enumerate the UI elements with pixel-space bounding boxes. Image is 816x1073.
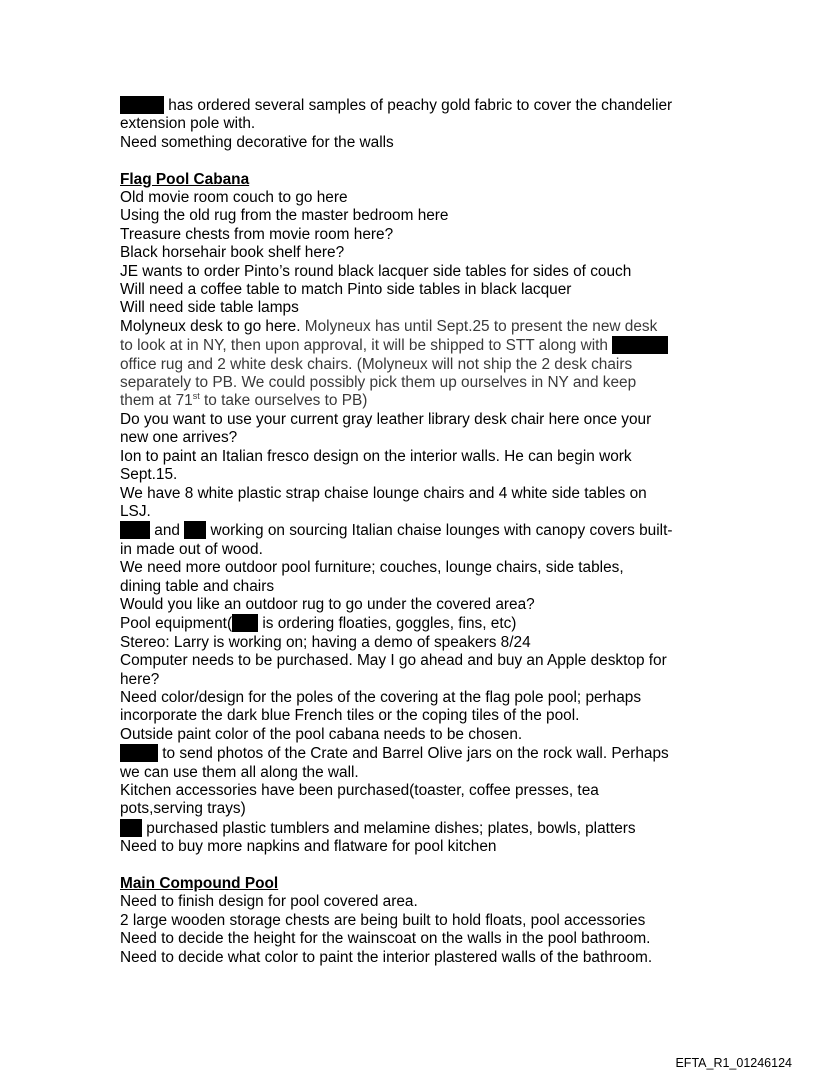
intro-line: has ordered several samples of peachy gold fabric to cover the chandelier	[120, 96, 740, 115]
text-line: Will need a coffee table to match Pinto side tables in black lacquer	[120, 281, 572, 299]
text-line: pots,serving trays)	[120, 800, 246, 818]
text-line: Do you want to use your current gray leather library desk chair here once your	[120, 410, 652, 428]
text-line: to send photos of the Crate and Barrel Olive jars on the rock wall. Perhaps	[120, 744, 740, 763]
text-line: to look at in NY, then upon approval, it will be shipped to STT along with	[120, 336, 740, 355]
redaction-block	[120, 96, 164, 114]
intro-line: Need something decorative for the walls	[120, 133, 394, 151]
text-line: new one arrives?	[120, 429, 238, 447]
text-line: Need to decide what color to paint the interior plastered walls of the bathroom.	[120, 948, 653, 966]
text-line: 2 large wooden storage chests are being built to hold floats, pool accessories	[120, 911, 646, 929]
intro-line: extension pole with.	[120, 115, 256, 133]
text-line: Black horsehair book shelf here?	[120, 244, 345, 262]
text-line: separately to PB. We could possibly pick them up ourselves in NY and keep	[120, 374, 637, 392]
text-line: Computer needs to be purchased. May I go ahead and buy an Apple desktop for	[120, 652, 667, 670]
section-heading-flag-pool: Flag Pool Cabana	[120, 170, 250, 188]
text-line: office rug and 2 white desk chairs. (Molyneux will not ship the 2 desk chairs	[120, 355, 633, 373]
text-line: we can use them all along the wall.	[120, 763, 359, 781]
text-line: Sept.15.	[120, 466, 178, 484]
text-line: Stereo: Larry is working on; having a demo of speakers 8/24	[120, 633, 531, 651]
text-line: Using the old rug from the master bedroom here	[120, 207, 449, 225]
text-line: Molyneux desk to go here. Molyneux has until Sept.25 to present the new desk	[120, 317, 658, 335]
text-line: in made out of wood.	[120, 540, 263, 558]
document-id-footer: EFTA_R1_01246124	[675, 1056, 792, 1070]
text-line: Need to decide the height for the wainscoat on the walls in the pool bathroom.	[120, 930, 651, 948]
text-line: Old movie room couch to go here	[120, 189, 348, 207]
text-line: incorporate the dark blue French tiles or the coping tiles of the pool.	[120, 707, 580, 725]
text-line: Need to finish design for pool covered area.	[120, 893, 418, 911]
text-line: LSJ.	[120, 502, 151, 520]
text-line: Ion to paint an Italian fresco design on the interior walls. He can begin work	[120, 447, 632, 465]
text-line: Need color/design for the poles of the covering at the flag pole pool; perhaps	[120, 688, 642, 706]
text-line: Treasure chests from movie room here?	[120, 225, 394, 243]
text-line: purchased plastic tumblers and melamine dishes; plates, bowls, platters	[120, 819, 740, 838]
redaction-block	[120, 819, 142, 837]
redaction-block	[184, 521, 206, 539]
redaction-block	[612, 336, 668, 354]
text-line: here?	[120, 670, 160, 688]
text-line: Need to buy more napkins and flatware for pool kitchen	[120, 838, 497, 856]
text-line: JE wants to order Pinto’s round black lacquer side tables for sides of couch	[120, 262, 632, 280]
redaction-block	[120, 744, 158, 762]
text-line: We have 8 white plastic strap chaise lounge chairs and 4 white side tables on	[120, 484, 647, 502]
text-line: Outside paint color of the pool cabana needs to be chosen.	[120, 725, 523, 743]
section-heading-main-compound-pool: Main Compound Pool	[120, 875, 279, 893]
redaction-block	[120, 521, 150, 539]
text-line: Kitchen accessories have been purchased(toaster, coffee presses, tea	[120, 782, 599, 800]
text-line: Pool equipment( is ordering floaties, goggles, fins, etc)	[120, 615, 517, 633]
text-line: them at 71st to take ourselves to PB)	[120, 391, 368, 410]
redaction-block	[232, 614, 258, 632]
text-line: and working on sourcing Italian chaise lounges with canopy covers built-	[120, 521, 740, 540]
text-line: Would you like an outdoor rug to go under the covered area?	[120, 595, 535, 613]
text-line: dining table and chairs	[120, 577, 275, 595]
text-line: We need more outdoor pool furniture; couches, lounge chairs, side tables,	[120, 559, 624, 577]
document-page	[120, 96, 740, 967]
text-line: Will need side table lamps	[120, 299, 299, 317]
